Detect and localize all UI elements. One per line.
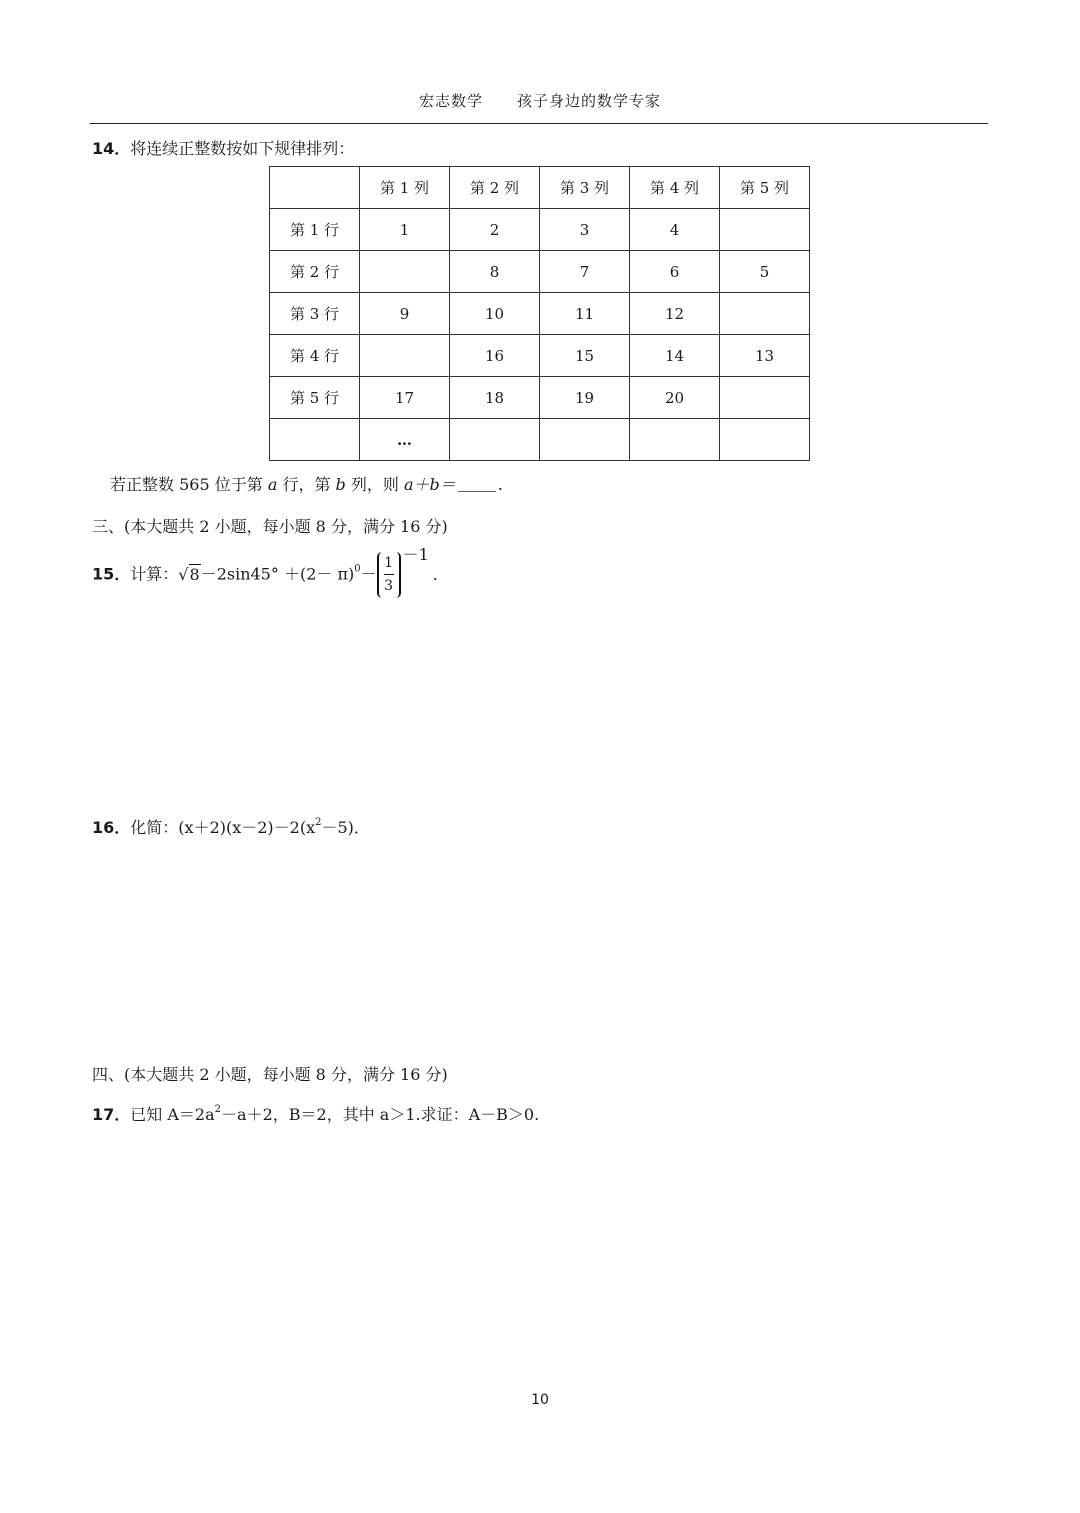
table-cell [270,419,360,461]
var-a: a [267,475,278,494]
question-15-label: 计算： [130,564,179,584]
fraction-denominator: 3 [384,578,394,594]
table-cell: 14 [630,335,720,377]
table-cell [540,419,630,461]
table-cell: 19 [540,377,630,419]
question-17 [92,1102,539,1125]
table-header-cell: 第 4 列 [630,167,720,209]
table-cell: … [360,419,450,461]
expression-part2: －5)． [321,818,370,837]
minus-sign: － [360,564,377,584]
section-3-title: 三、(本大题共 2 小题，每小题 8 分，满分 16 分) [92,517,448,536]
question-16 [92,815,370,838]
table-row [270,419,810,461]
table-cell: 4 [630,209,720,251]
section-4-title: 四、(本大题共 2 小题，每小题 8 分，满分 16 分) [92,1065,448,1084]
table-cell: 5 [720,251,810,293]
fraction-bar [384,574,394,575]
table-cell: 20 [630,377,720,419]
table-header-row [270,167,810,209]
table-row [270,377,810,419]
exponent-negative-one: －1 [402,544,429,564]
table-cell [720,377,810,419]
question-14-text: 将连续正整数按如下规律排列： [130,139,355,158]
followup-end: . [497,475,503,494]
table-cell: 第 1 行 [270,209,360,251]
table-cell: 12 [630,293,720,335]
header-rule [90,123,988,124]
table-row [270,335,810,377]
followup-text: 若正整数 565 位于第 [110,475,268,494]
answer-blank[interactable] [458,491,496,492]
exponent: 2 [315,817,322,828]
table-cell: 6 [630,251,720,293]
table-cell: 9 [360,293,450,335]
table-cell: 13 [720,335,810,377]
expression-end: . [432,564,438,584]
table-cell: 10 [450,293,540,335]
question-14-stem [92,136,354,159]
sqrt-sign: √ [178,564,189,584]
radicand: 8 [189,564,200,584]
header-slogan: 孩子身边的数学专家 [517,92,662,110]
exponent-zero: 0 [354,563,361,575]
number-arrangement-table [269,166,810,461]
table-cell: 17 [360,377,450,419]
table-cell: 第 4 行 [270,335,360,377]
table-cell: 第 5 行 [270,377,360,419]
question-17-number: 17． [92,1105,131,1124]
table-cell [720,293,810,335]
fraction-numerator: 1 [384,555,394,571]
table-header-cell [270,167,360,209]
table-cell: 11 [540,293,630,335]
table-cell: 2 [450,209,540,251]
table-row [270,293,810,335]
page-header [0,90,1080,111]
table-cell: 15 [540,335,630,377]
table-header-cell: 第 2 列 [450,167,540,209]
expression-middle: －2sin45° ＋(2－ π) [200,564,355,584]
table-header-cell: 第 1 列 [360,167,450,209]
expression-part2: －a＋2，B＝2，其中 a＞1.求证：A－B＞0. [221,1105,540,1124]
table-row [270,251,810,293]
fraction-bracket [377,552,401,598]
table-cell [360,335,450,377]
question-15 [92,544,438,598]
table-cell: 7 [540,251,630,293]
followup-text: 列，则 [345,475,404,494]
table-cell: 8 [450,251,540,293]
var-b: b [335,475,346,494]
table-cell: 1 [360,209,450,251]
question-14-followup [110,472,503,495]
table-cell [360,251,450,293]
table-cell [630,419,720,461]
header-brand: 宏志数学 [418,92,483,110]
expression-part1: (x＋2)(x－2)－2(x [178,818,316,837]
sqrt-expression [178,565,200,584]
table-cell: 第 2 行 [270,251,360,293]
question-16-number: 16． [92,818,131,837]
table-header-cell: 第 5 列 [720,167,810,209]
question-16-label: 化简： [130,818,179,837]
table-cell [720,209,810,251]
table-cell [720,419,810,461]
table-cell [450,419,540,461]
expression-part1: 已知 A＝2a [130,1105,215,1124]
table-header-cell: 第 3 列 [540,167,630,209]
table-cell: 18 [450,377,540,419]
question-14-number: 14． [92,139,131,158]
exponent: 2 [214,1104,222,1115]
page-number: 10 [531,1392,549,1408]
question-15-number: 15． [92,564,131,584]
table-row [270,209,810,251]
answer-expression: a＋b＝ [403,475,456,494]
table-cell: 第 3 行 [270,293,360,335]
followup-text: 行，第 [277,475,336,494]
table-cell: 3 [540,209,630,251]
table-cell: 16 [450,335,540,377]
